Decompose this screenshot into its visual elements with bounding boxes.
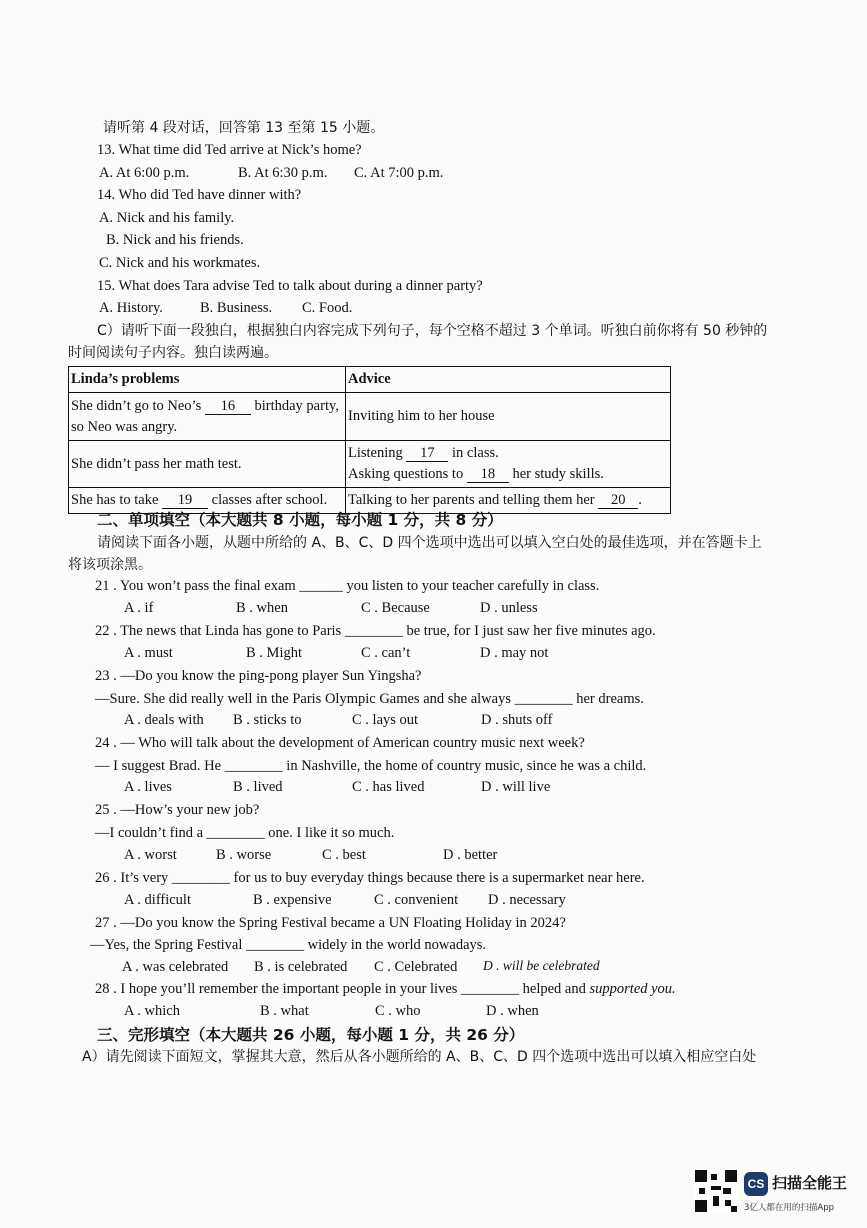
- q24-stem2: — I suggest Brad. He ________ in Nashville, the home of country music, since he was a child.: [95, 758, 647, 774]
- cell-text: in class.: [448, 445, 499, 461]
- cell-text: classes after school.: [208, 492, 328, 508]
- q23-stem2: —Sure. She did really well in the Paris Olympic Games and she always ________ her dreams.: [95, 691, 644, 707]
- q24-option-d: D . will live: [481, 779, 551, 795]
- q28-option-b: B . what: [260, 1003, 309, 1019]
- q27-option-c: C . Celebrated: [374, 959, 458, 975]
- q23-option-a: A . deals with: [124, 712, 204, 728]
- q28-stem-main: 28 . I hope you’ll remember the important people in your lives ________ helped and: [95, 981, 590, 997]
- q24-option-a: A . lives: [124, 779, 172, 795]
- q14-option-a: A. Nick and his family.: [99, 210, 235, 226]
- q21-stem: 21 . You won’t pass the final exam ______ you listen to your teacher carefully in class.: [95, 578, 600, 594]
- q27-option-b: B . is celebrated: [254, 959, 348, 975]
- q28-option-a: A . which: [124, 1003, 180, 1019]
- q27-option-d: D . will be celebrated: [483, 958, 600, 973]
- table-cell-advice-1: Inviting him to her house: [346, 393, 671, 441]
- q28-option-c: C . who: [375, 1003, 421, 1019]
- blank-20: 20: [598, 492, 638, 509]
- cell-text: Asking questions to: [348, 466, 467, 482]
- table-row: [69, 393, 671, 441]
- q15-option-a: A. History.: [99, 300, 163, 316]
- q23-option-d: D . shuts off: [481, 712, 553, 728]
- q13-option-a: A. At 6:00 p.m.: [99, 165, 190, 181]
- blank-19: 19: [162, 492, 208, 509]
- qr-code-icon: [695, 1170, 737, 1212]
- part4-instruction: 请听第 4 段对话，回答第 13 至第 15 小题。: [103, 120, 385, 136]
- q22-option-a: A . must: [124, 645, 173, 661]
- q27-option-a: A . was celebrated: [122, 959, 229, 975]
- table-cell-problem-2: She didn’t pass her math test.: [69, 441, 346, 488]
- table-cell-advice-2: [346, 441, 671, 488]
- table-cell-problem-1: [69, 393, 346, 441]
- section2-instruction-line2: 将该项涂黑。: [68, 557, 152, 573]
- q13-option-b: B. At 6:30 p.m.: [238, 165, 328, 181]
- q28-stem: [95, 979, 676, 999]
- q22-option-b: B . Might: [246, 645, 302, 661]
- camscanner-tagline: 3亿人都在用的扫描App: [744, 1203, 835, 1213]
- cell-text: .: [638, 492, 642, 508]
- cell-text: Talking to her parents and telling them her: [348, 492, 599, 508]
- table-row: [69, 441, 671, 488]
- cell-text: her study skills.: [508, 466, 604, 482]
- q24-stem: 24 . — Who will talk about the development of American country music next week?: [95, 735, 585, 751]
- q28-stem-end: supported you.: [589, 981, 676, 997]
- cell-text: She didn’t go to Neo’s: [71, 397, 205, 414]
- q25-option-c: C . best: [322, 847, 366, 863]
- q26-option-a: A . difficult: [124, 892, 191, 908]
- q15-option-c: C. Food.: [302, 300, 353, 316]
- q13-option-c: C. At 7:00 p.m.: [354, 165, 444, 181]
- q25-option-a: A . worst: [124, 847, 177, 863]
- q27-stem: 27 . —Do you know the Spring Festival became a UN Floating Holiday in 2024?: [95, 915, 566, 931]
- q23-option-b: B . sticks to: [233, 712, 302, 728]
- table-header-problems: Linda’s problems: [69, 367, 346, 393]
- q26-option-b: B . expensive: [253, 892, 332, 908]
- q25-option-b: B . worse: [216, 847, 272, 863]
- blank-16: 16: [205, 398, 251, 415]
- q15-option-b: B. Business.: [200, 300, 273, 316]
- section3-instruction: A）请先阅读下面短文，掌握其大意，然后从各小题所给的 A、B、C、D 四个选项中选出可以填入相应空白处: [82, 1049, 757, 1065]
- blank-17: 17: [406, 445, 448, 462]
- q23-option-c: C . lays out: [352, 712, 419, 728]
- q13-stem: 13. What time did Ted arrive at Nick’s home?: [97, 142, 362, 158]
- camscanner-logo-icon: CS: [744, 1172, 768, 1196]
- q22-stem: 22 . The news that Linda has gone to Paris ________ be true, for I just saw her five minutes ago.: [95, 623, 656, 639]
- q22-option-d: D . may not: [480, 645, 549, 661]
- q25-stem: 25 . —How’s your new job?: [95, 802, 260, 818]
- section2-title: 二、单项填空（本大题共 8 小题，每小题 1 分，共 8 分）: [97, 511, 503, 529]
- q27-stem2: —Yes, the Spring Festival ________ widely in the world nowadays.: [90, 937, 487, 953]
- partc-instruction-line1: C）请听下面一段独白，根据独白内容完成下列句子，每个空格不超过 3 个单词。听独白前你将有 50 秒钟的: [97, 323, 768, 339]
- q14-option-c: C. Nick and his workmates.: [99, 255, 261, 271]
- partc-instruction-line2: 时间阅读句子内容。独白读两遍。: [68, 345, 278, 361]
- q25-stem2: —I couldn’t find a ________ one. I like it so much.: [95, 825, 395, 841]
- q25-option-d: D . better: [443, 847, 498, 863]
- q24-option-c: C . has lived: [352, 779, 425, 795]
- q21-option-a: A . if: [124, 600, 154, 616]
- q26-option-c: C . convenient: [374, 892, 459, 908]
- q21-option-d: D . unless: [480, 600, 538, 616]
- q21-option-b: B . when: [236, 600, 288, 616]
- cell-text: so Neo was angry.: [71, 418, 178, 435]
- q28-option-d: D . when: [486, 1003, 539, 1019]
- q23-stem: 23 . —Do you know the ping-pong player Sun Yingsha?: [95, 668, 422, 684]
- table-header-advice: Advice: [346, 367, 671, 393]
- q26-stem: 26 . It’s very ________ for us to buy everyday things because there is a supermarket near here.: [95, 870, 645, 886]
- section2-instruction-line1: 请阅读下面各小题，从题中所给的 A、B、C、D 四个选项中选出可以填入空白处的最佳选项，并在答题卡上: [97, 535, 762, 551]
- camscanner-name: 扫描全能王: [772, 1174, 848, 1192]
- cell-text: birthday party,: [250, 397, 339, 414]
- q14-option-b: B. Nick and his friends.: [106, 232, 244, 248]
- q26-option-d: D . necessary: [488, 892, 566, 908]
- table-header-row: [69, 367, 671, 393]
- linda-problems-table: [68, 366, 671, 514]
- q14-stem: 14. Who did Ted have dinner with?: [97, 187, 302, 203]
- cell-text: She has to take: [71, 492, 163, 508]
- q15-stem: 15. What does Tara advise Ted to talk about during a dinner party?: [97, 278, 483, 294]
- q21-option-c: C . Because: [361, 600, 430, 616]
- q24-option-b: B . lived: [233, 779, 283, 795]
- cell-text: Listening: [348, 445, 407, 461]
- blank-18: 18: [467, 466, 509, 483]
- q22-option-c: C . can’t: [361, 645, 411, 661]
- section3-title: 三、完形填空（本大题共 26 小题，每小题 1 分，共 26 分）: [97, 1026, 525, 1044]
